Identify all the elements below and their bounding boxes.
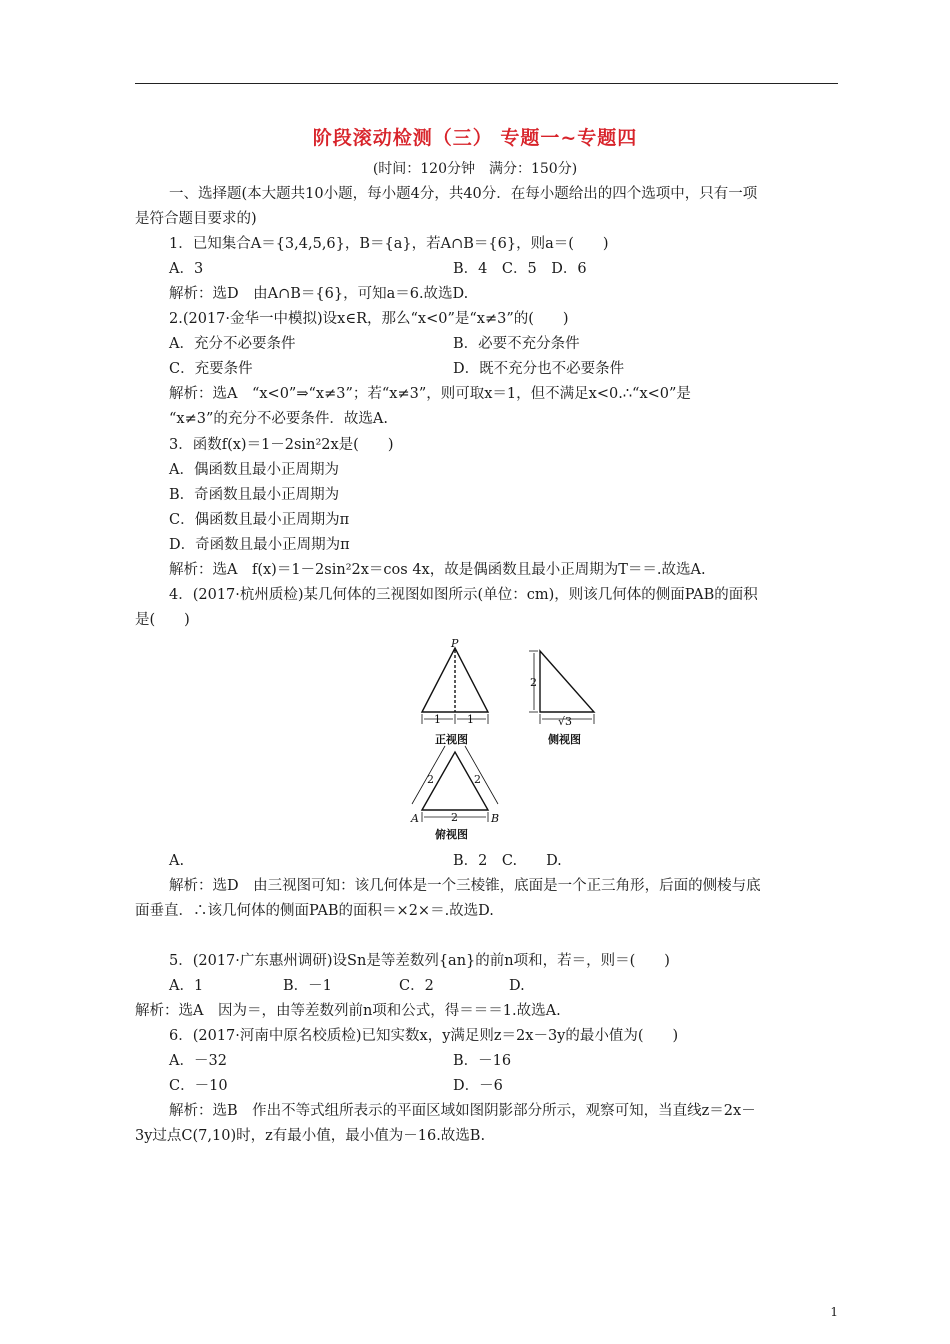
label-b: B (491, 812, 500, 825)
dim-base: 2 (451, 811, 458, 824)
q3-option-a: A．偶函数且最小正周期为 (169, 462, 339, 478)
dim-sqrt3: √3 (558, 715, 573, 728)
q5-stem: 5．(2017·广东惠州调研)设Sn是等差数列{an}的前n项和，若＝，则＝( ) (169, 953, 670, 969)
q2-stem: 2.(2017·金华一中模拟)设x∈R，那么“x<0”是“x≠3”的( ) (169, 311, 569, 327)
q3-option-d: D．奇函数且最小正周期为π (169, 537, 350, 553)
q6-option-a: A．－32 (169, 1053, 227, 1069)
q3-stem: 3．函数f(x)＝1－2sin²2x是( ) (169, 437, 394, 453)
q2-option-c: C．充要条件 (169, 361, 253, 377)
dim-1-left: 1 (434, 713, 441, 726)
q1-option-a: A．3 (169, 261, 204, 277)
q1-stem: 1．已知集合A＝{3,4,5,6}，B＝{a}，若A∩B＝{6}，则a＝( ) (169, 236, 609, 252)
q2-solution: 解析：选A “x<0”⇒“x≠3”；若“x≠3”，则可取x＝1，但不满足x<0.∴“x<0”是 (169, 386, 691, 402)
q4-stem-cont: 是( ) (135, 612, 190, 628)
dim-height-2: 2 (530, 676, 537, 689)
header-rule (135, 83, 838, 84)
q5-option-a: A．1 (169, 978, 204, 994)
q6-option-c: C．－10 (169, 1078, 228, 1094)
q2-option-a: A．充分不必要条件 (169, 336, 296, 352)
q2-option-d: D．既不充分也不必要条件 (453, 361, 625, 377)
page-number: 1 (830, 1305, 838, 1319)
q5-option-c: C．2 (399, 978, 434, 994)
section-heading-cont: 是符合题目要求的) (135, 211, 257, 227)
three-view-diagram (400, 634, 620, 849)
top-view-caption: 俯视图 (435, 828, 468, 841)
q5-option-d: D. (509, 978, 525, 994)
q6-option-d: D．－6 (453, 1078, 503, 1094)
front-view-caption: 正视图 (435, 733, 468, 746)
q3-option-c: C．偶函数且最小正周期为π (169, 512, 350, 528)
q3-option-b: B．奇函数且最小正周期为 (169, 487, 340, 503)
q2-solution-cont: “x≠3”的充分不必要条件．故选A. (169, 411, 388, 427)
side-view-triangle (540, 651, 594, 712)
q1-options-bcd: B．4 C．5 D．6 (453, 261, 587, 277)
q4-solution: 解析：选D 由三视图可知：该几何体是一个三棱锥，底面是一个正三角形，后面的侧棱与底 (169, 878, 761, 894)
dim-right-edge: 2 (474, 773, 481, 786)
side-view-caption: 侧视图 (548, 733, 581, 746)
label-a: A (411, 812, 419, 825)
front-view (422, 648, 488, 724)
q4-option-a: A. (169, 853, 185, 869)
q5-option-b: B．－1 (283, 978, 332, 994)
side-view (529, 651, 594, 724)
q4-solution-cont: 面垂直．∴该几何体的侧面PAB的面积＝×2×＝.故选D. (135, 903, 494, 919)
q2-option-b: B．必要不充分条件 (453, 336, 580, 352)
q1-solution: 解析：选D 由A∩B＝{6}，可知a＝6.故选D. (169, 286, 469, 302)
q6-stem: 6．(2017·河南中原名校质检)已知实数x，y满足则z＝2x－3y的最小值为( ) (169, 1028, 679, 1044)
exam-info: (时间：120分钟 满分：150分) (372, 161, 578, 177)
page-title: 阶段滚动检测（三） 专题一~专题四 (312, 127, 638, 149)
q6-solution: 解析：选B 作出不等式组所表示的平面区域如图阴影部分所示，观察可知，当直线z＝2x－ (169, 1103, 756, 1119)
dim-1-right: 1 (467, 713, 474, 726)
label-p: P (451, 637, 459, 650)
q6-solution-cont: 3y过点C(7,10)时，z有最小值，最小值为－16.故选B. (135, 1128, 486, 1144)
q3-solution: 解析：选A f(x)＝1－2sin²2x＝cos 4x，故是偶函数且最小正周期为T＝＝.故选A. (169, 562, 706, 578)
section-heading: 一、选择题(本大题共10小题，每小题4分，共40分．在每小题给出的四个选项中，只有一项 (169, 186, 758, 202)
q4-options-bcd: B．2 C. D. (453, 853, 562, 869)
q4-stem: 4．(2017·杭州质检)某几何体的三视图如图所示(单位：cm)，则该几何体的侧面PAB的面积 (169, 587, 758, 603)
dim-left-edge: 2 (427, 773, 434, 786)
q6-option-b: B．－16 (453, 1053, 512, 1069)
q5-solution: 解析：选A 因为＝，由等差数列前n项和公式，得＝＝＝1.故选A. (135, 1003, 561, 1019)
